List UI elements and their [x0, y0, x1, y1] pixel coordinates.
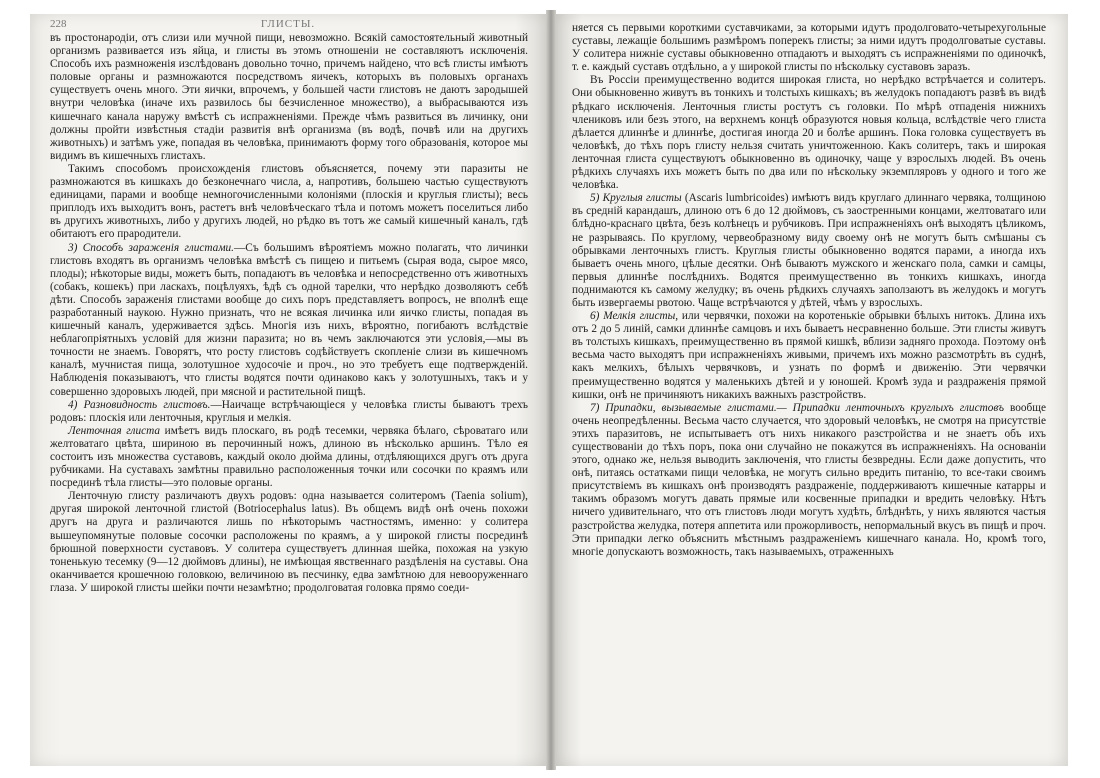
section-heading: Ленточная глиста	[68, 424, 161, 437]
paragraph-text: Такимъ способомъ происхожденiя глистовъ объясняется, почему эти паразиты не размножаются въ кишкахъ до безконечнаго числа, а, напротивъ, большею частью существуютъ единицами, парами и вообще немногочисленными колонiями (плоскiя и круглыя глисты); весь приплодъ ихъ выходитъ вонъ, растетъ внѣ человѣческаго тѣла и потомъ можетъ поселиться либо въ другихъ животныхъ, либо у другихъ людей, но рѣдко въ тотъ же самый кишечный каналъ, гдѣ обитаютъ его прародители.	[50, 162, 528, 241]
page-number: 228	[50, 18, 67, 30]
paragraph-text: няется съ первыми короткими суставчиками, за которыми идутъ продолговато-четырехугольные суставы, лежащiе большимъ размѣромъ поперекъ глисты; за ними идутъ продолговатые суставы. У солитера нижнiе суставы обыкновенно отпадаютъ и выходятъ съ испражненiями по одиночкѣ, т. е. каждый суставъ отдѣльно, а у широкой глисты по нѣскольку суставовъ заразъ.	[572, 22, 1046, 74]
paragraph	[50, 32, 528, 163]
paragraph	[572, 402, 1046, 559]
paragraph	[50, 163, 528, 242]
paragraph-text: —Съ большимъ вѣроятiемъ можно полагать, что личинки глистовъ входятъ въ организмъ человѣка вмѣстѣ съ пищею и питьемъ (сырая вода, сырое мясо, плоды); нѣкоторые виды, можетъ быть, попадаютъ въ человѣка и непосредственно отъ животныхъ (собакъ, кошекъ) при ласкахъ, поцѣлуяхъ, ѣдѣ съ одной тарелки, что нерѣдко дозволяютъ себѣ дѣти. Способъ зараженiя глистами вообще до сихъ поръ представляетъ вопросъ, не вполнѣ еще разработанный наукою. Нужно признать, что не всякая личинка или яичко глисты, попадая въ кишечный каналъ, удерживается здѣсь. Многiя изъ нихъ, вѣроятно, погибаютъ вслѣдствiе неблагопрiятныхъ условiй для жизни паразита; но въ чемъ заключаются эти условiя,—мы въ точности не знаемъ. Говорятъ, что росту глистовъ содѣйствуетъ скопленiе слизи въ кишечномъ каналѣ, мучнистая пища, золотушное худосочiе и проч., но это требуетъ еще подтвержденiй. Наблюденiя показываютъ, что глисты водятся почти одинаково какъ у золотушныхъ, такъ и у совершенно здоровыхъ людей, при мясной и растительной пищѣ.	[50, 241, 528, 398]
section-heading: 4) Разновидность глистовъ.	[68, 398, 211, 411]
paragraph-text: Въ Россiи преимущественно водится широкая глиста, но нерѣдко встрѣчается и солитеръ. Они обыкновенно живутъ въ тонкихъ и толстыхъ кишкахъ; въ желудокъ попадаютъ развѣ въ видѣ рѣдкаго исключенiя. Ленточныя глисты ростутъ съ головки. По мѣрѣ отпаденiя нижнихъ члениковъ или безъ этого, на верхнемъ концѣ образуются новыя кольца, вслѣдствiе чего глиста дѣлается длиннѣе и длиннѣе, достигая иногда 20 и болѣе аршинъ. Пока головка существуетъ въ человѣкѣ, до тѣхъ поръ глисту нельзя считать уничтоженною. Какъ солитеръ, такъ и широкая ленточная глиста существуютъ обыкновенно въ одиночку, чаще у взрослыхъ людей. Въ очень рѣдкихъ случаяхъ ихъ можетъ быть по два или по нѣскольку экземпляровъ у одного и того же человѣка.	[572, 74, 1046, 192]
right-page-text	[572, 22, 1046, 559]
paragraph-text: —Наичаще встрѣчающiеся у человѣка глисты бываютъ трехъ родовъ: плоскiя или ленточныя, круглыя и мелкiя.	[50, 398, 528, 424]
section-heading: 7) Припадки, вызываемые глистами.— Припадки ленточныхъ круглыхъ глистовъ	[590, 401, 1005, 414]
running-head	[50, 18, 526, 32]
section-heading: 3) Способъ зараженiя глистами.	[68, 241, 234, 254]
paragraph	[50, 242, 528, 399]
paragraph-text: Ленточную глисту различаютъ двухъ родовъ: одна называется солитеромъ (Taenia solium), другая широкой ленточной глистой (Botriocephalus latus). Въ общемъ видѣ онѣ очень похожи другъ на друга и различаются лишь по нѣкоторымъ частностямъ, именно: у солитера вышеупомянутые половые сосочки расположены по краямъ, а у широкой глисты посрединѣ брюшной поверхности суставовъ. У солитера существуетъ длинная шейка, похожая на узкую тоненькую тесемку (9—12 дюймовъ длины), не имѣющая явственнаго раздѣленiя на суставы. Она оканчивается крошечною головкою, величиною въ песчинку, едва замѣтною для невооруженнаго глаза. У широкой глисты шейки почти незамѣтно; продолговатая головка прямо соеди-	[50, 490, 528, 594]
left-page-text	[50, 32, 528, 595]
paragraph-text: (Ascaris lumbricoides) имѣютъ видъ круглаго длиннаго червяка, толщиною въ средній карандашъ, длиною отъ 6 до 12 дюймовъ, съ заостренными концами, желтоватаго или блѣдно-краснаго цвѣта, безъ колѣнецъ и рубчиковъ. При испражненiяхъ онѣ выходятъ цѣликомъ, не разрываясь. По круглому, червеобразному виду своему онѣ не могутъ быть смѣшаны съ обрывками ленточныхъ глистъ. Круглыя глисты обыкновенно водятся парами, а иногда ихъ бываетъ очень много, цѣлые десятки. Онѣ бываютъ мужского и женскаго пола, самки и самцы, первыя длиннѣе послѣднихъ. Водятся преимущественно въ тонкихъ кишкахъ, иногда поднимаются къ самому желудку; въ очень рѣдкихъ случаяхъ заползаютъ въ желудокъ и могутъ быть извергаемы рвотою. Чаще встрѣчаются у дѣтей, чѣмъ у взрослыхъ.	[572, 192, 1046, 309]
section-heading: 5) Круглыя глисты	[590, 192, 682, 205]
paragraph	[50, 490, 528, 595]
paragraph-text: въ простонародiи, отъ слизи или мучной пищи, невозможно. Всякiй самостоятельный животный организмъ развивается изъ яйца, и глисты въ этомъ отношенiи не составляютъ исключенiя. Способъ ихъ размноженiя изслѣдованъ довольно точно, причемъ найдено, что всѣ глисты имѣютъ половые органы и размножаются посредствомъ яичекъ, которыхъ въ половыхъ органахъ существуетъ очень много. Эти яички, впрочемъ, у большей части глистовъ не даютъ зародышей внутри человѣка (иначе ихъ развилось бы безчисленное множество), а выбрасываются изъ кишечнаго канала наружу вмѣстѣ съ испражненiями. Прежде чѣмъ развиться въ личинку, они должны пройти извѣстныя стадiи развитiя внѣ организма (въ водѣ, почвѣ или на другихъ животныхъ) и затѣмъ уже, попадая въ человѣка, принимаютъ форму того образованiя, которое мы видимъ въ кишечныхъ глистахъ.	[50, 32, 528, 162]
section-heading: 6) Мелкiя глисты,	[590, 310, 679, 323]
paragraph	[50, 425, 528, 490]
paragraph	[572, 22, 1046, 74]
paragraph-text: вообще очень неопредѣленны. Весьма часто случается, что здоровый человѣкъ, не смотря на присутствiе этихъ паразитовъ, не испытываетъ отъ нихъ никакого разстройства и не знаетъ объ ихъ существованiи до тѣхъ поръ, пока они случайно не покажутся въ испражненiяхъ. На основанiи этого, однако же, нельзя выводить заключенiя, что глисты безвредны. Если даже допустить, что онѣ, питаясь остатками пищи человѣка, не могутъ сильно вредить питанiю, то все-таки своимъ присутствiемъ въ кишкахъ онѣ производятъ раздраженiе, поддерживаютъ кишечные катарры и такимъ образомъ могутъ давать прямые или косвенные припадки и вредить человѣку. Нѣтъ ничего удивительнаго, что отъ глистовъ люди могутъ худѣть, блѣднѣть, у нихъ являются частыя разстройства желудка, потеря аппетита или прожорливость, непормальный вкусъ въ пищѣ и проч. Эти припадки легко объяснить мѣстнымъ раздраженiемъ кишечнаго канала. Но, кромѣ того, многiе допускаютъ возможность, такъ называемыхъ, отраженныхъ	[572, 401, 1046, 558]
book-gutter	[546, 10, 556, 770]
running-title: ГЛИСТЫ.	[260, 18, 316, 30]
paragraph	[50, 399, 528, 425]
paragraph	[572, 74, 1046, 192]
right-page	[556, 14, 1068, 766]
paragraph-text: имѣетъ видъ плоскаго, въ родѣ тесемки, червяка бѣлаго, сѣроватаго или желтоватаго цвѣта, шириною въ перочинный ножъ, длиною въ нѣсколько аршинъ. Тѣло ея состоитъ изъ множества суставовъ, каждый около дюйма длины, отдѣляющихся другъ отъ друга рубчиками. На суставахъ замѣтны правильно расположенныя точки или сосочки по краямъ или посрединѣ тѣла глисты—это половые органы.	[50, 424, 528, 490]
left-page	[30, 14, 546, 766]
paragraph	[572, 310, 1046, 402]
paragraph	[572, 192, 1046, 310]
paragraph-text: или червячки, похожи на коротенькiе обрывки бѣлыхъ нитокъ. Длина ихъ отъ 2 до 5 линiй, самки длиннѣе самцовъ и ихъ бываетъ несравненно больше. Эти глисты живутъ въ толстыхъ кишкахъ, преимущественно въ прямой кишкѣ, вблизи задняго прохода. Поэтому онѣ весьма часто выходятъ при испражненiяхъ живыми, причемъ ихъ можно разсмотрѣть въ суднѣ, какъ мелкихъ, бѣлыхъ червячковъ, и узнать по формѣ и движенiю. Эти червячки преимущественно водятся у маленькихъ дѣтей и у юношей. Кромѣ зуда и раздраженiя прямой кишки, онѣ не причиняютъ никакихъ важныхъ разстройствъ.	[572, 310, 1046, 401]
